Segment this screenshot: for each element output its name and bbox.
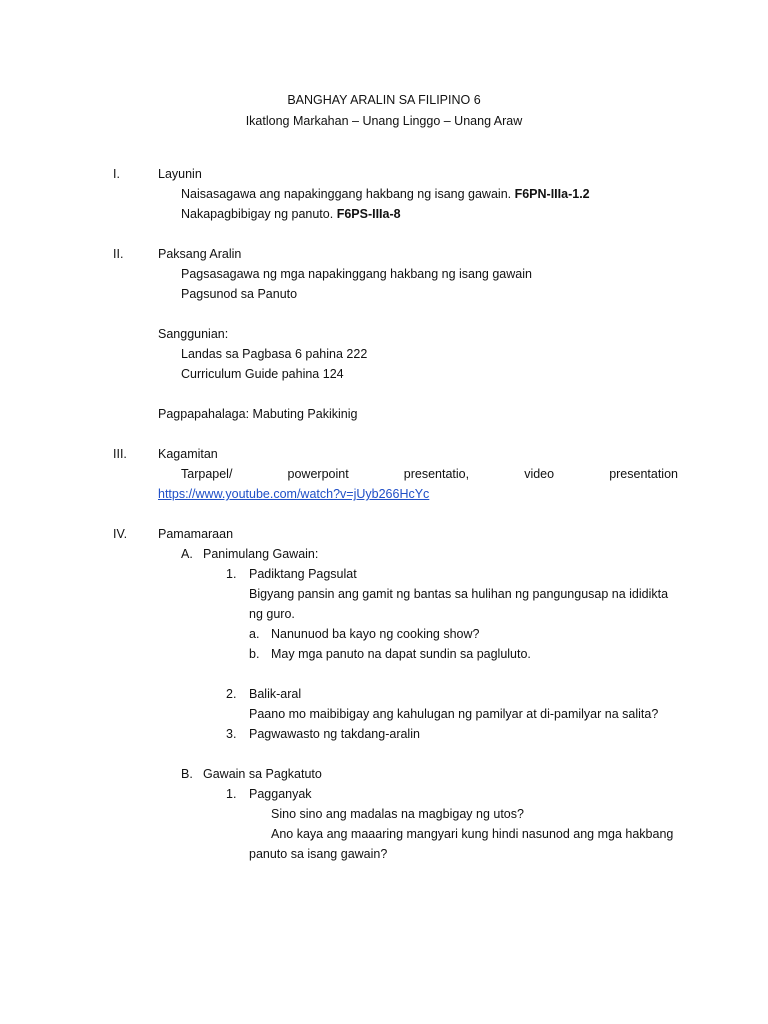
question-line: Ano kaya ang maaaring mangyari kung hindi nasunod ang mga hakbang [271,827,674,841]
material-word: presentation [609,467,678,481]
material-word: powerpoint [287,467,349,481]
item-number: 1. [226,787,237,801]
competency-code: F6PN-IIIa-1.2 [514,187,590,201]
section-heading: Paksang Aralin [158,247,242,261]
source-line: Landas sa Pagbasa 6 pahina 222 [181,347,368,361]
question-line: Sino sino ang madalas na magbigay ng utos? [271,807,524,821]
question-line: panuto sa isang gawain? [249,847,388,861]
part-title: Gawain sa Pagkatuto [203,767,322,781]
materials-line [181,464,678,484]
objective-text: Nakapagbibigay ng panuto. [181,207,337,221]
item-title: Padiktang Pagsulat [249,567,357,581]
values-line: Pagpapahalaga: Mabuting Pakikinig [158,407,358,421]
part-title: Panimulang Gawain: [203,547,319,561]
subitem-text: Nanunuod ba kayo ng cooking show? [271,627,480,641]
youtube-link[interactable]: https://www.youtube.com/watch?v=jUyb266HcYc [158,487,430,501]
item-number: 2. [226,687,237,701]
subitem-letter: a. [249,627,260,641]
part-letter: A. [181,547,193,561]
document-subtitle: Ikatlong Markahan – Unang Linggo – Unang Araw [245,114,523,128]
competency-code: F6PS-IIIa-8 [336,207,401,221]
objective-1 [181,184,590,204]
item-title: Pagwawasto ng takdang-aralin [249,727,420,741]
section-heading: Pamamaraan [158,527,234,541]
item-title: Balik-aral [249,687,302,701]
material-word: Tarpapel/ [181,467,233,481]
document-title: BANGHAY ARALIN SA FILIPINO 6 [287,93,481,107]
section-numeral: IV. [113,527,128,541]
topic-line: Pagsunod sa Panuto [181,287,298,301]
section-numeral: I. [113,167,120,181]
objective-text: Naisasagawa ang napakinggang hakbang ng isang gawain. [181,187,515,201]
subitem-letter: b. [249,647,260,661]
source-line: Curriculum Guide pahina 124 [181,367,344,381]
item-description: ng guro. [249,607,295,621]
item-title: Pagganyak [249,787,312,801]
section-heading: Kagamitan [158,447,218,461]
item-number: 1. [226,567,237,581]
subitem-text: May mga panuto na dapat sundin sa pagluluto. [271,647,531,661]
item-description: Paano mo maibibigay ang kahulugan ng pamilyar at di-pamilyar na salita? [249,707,659,721]
section-numeral: II. [113,247,124,261]
section-heading: Layunin [158,167,202,181]
material-word: video [524,467,555,481]
objective-2 [181,204,401,224]
sources-label: Sanggunian: [158,327,229,341]
part-letter: B. [181,767,193,781]
section-numeral: III. [113,447,127,461]
material-word: presentatio, [403,467,470,481]
topic-line: Pagsasagawa ng mga napakinggang hakbang ng isang gawain [181,267,532,281]
item-number: 3. [226,727,237,741]
item-description: Bigyang pansin ang gamit ng bantas sa hulihan ng pangungusap na ididikta [249,587,669,601]
